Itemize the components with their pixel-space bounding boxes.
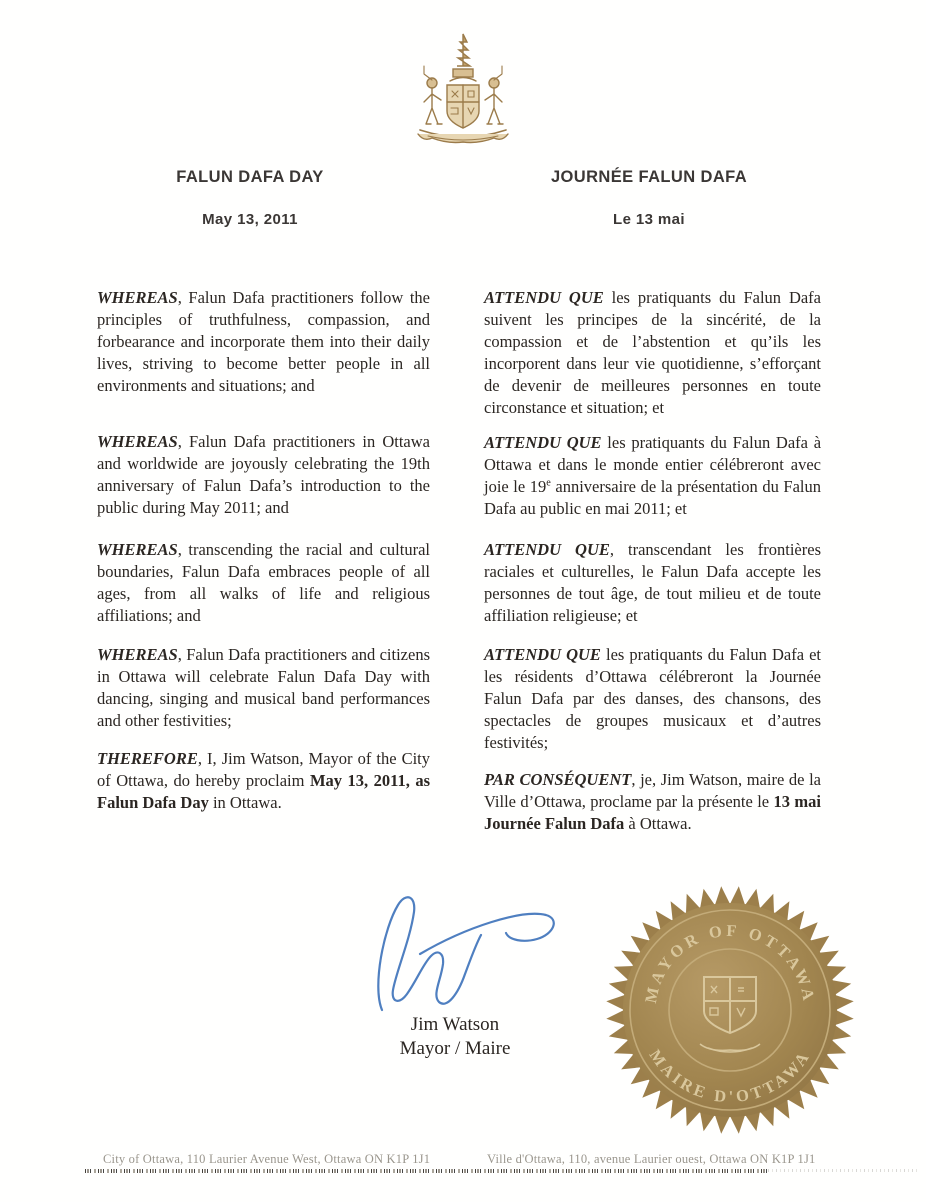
seal-top-text: MAYOR OF OTTAWA: [640, 920, 819, 1005]
seal-bottom-text: MAIRE D'OTTAWA: [645, 1045, 815, 1107]
paragraph: WHEREAS, transcending the racial and cultural boundaries, Falun Dafa embraces people of all ages, from all walks of life and religious affiliations; and: [97, 540, 430, 625]
mayor-of-ottawa-gold-seal: [604, 884, 856, 1136]
header-english: [90, 168, 410, 228]
footer-address-english: City of Ottawa, 110 Laurier Avenue West, Ottawa ON K1P 1J1: [103, 1152, 431, 1166]
mayor-signature-image: [368, 890, 563, 1018]
scan-artifact-line-faint: [768, 1169, 920, 1172]
date-english: May 13, 2011: [202, 211, 298, 228]
paragraph: THEREFORE, I, Jim Watson, Mayor of the City of Ottawa, do hereby proclaim May 13, 2011, as Falun Dafa Day in Ottawa.: [97, 749, 430, 812]
signatory-name: Jim Watson: [410, 1014, 500, 1035]
paragraph: ATTENDU QUE, transcendant les frontières raciales et culturelles, le Falun Dafa accepte les personnes de tout âge, de tout milieu et de toute affiliation religieuse; et: [484, 540, 821, 625]
paragraph: WHEREAS, Falun Dafa practitioners in Ottawa and worldwide are joyously celebrating the 19th anniversary of Falun Dafa’s introduction to the public during May 2011; and: [97, 432, 430, 517]
scan-artifact-line: [85, 1169, 768, 1173]
paragraph: ATTENDU QUE les pratiquants du Falun Dafa à Ottawa et dans le monde entier célébreront avec joie le 19e anniversaire de la présentation du Falun Dafa au public en mai 2011; et: [484, 433, 822, 518]
title-french: JOURNÉE FALUN DAFA: [550, 168, 748, 186]
title-english: FALUN DAFA DAY: [176, 168, 324, 186]
paragraph: ATTENDU QUE les pratiquants du Falun Dafa suivent les principes de la sincérité, de la compassion et de l’abstention et qu’ils les incorporent dans leur vie quotidienne, s’efforçant de devenir de meilleures personnes en toute circonstance et situation; et: [484, 288, 822, 417]
footer-address-french: Ville d'Ottawa, 110, avenue Laurier ouest, Ottawa ON K1P 1J1: [487, 1152, 816, 1166]
header-french: [484, 168, 814, 228]
paragraph: PAR CONSÉQUENT, je, Jim Watson, maire de la Ville d’Ottawa, proclame par la présente le 13 mai Journée Falun Dafa à Ottawa.: [484, 770, 822, 833]
body-column-english: [97, 287, 430, 814]
city-of-ottawa-coat-of-arms-icon: [404, 30, 522, 146]
paragraph: WHEREAS, Falun Dafa practitioners follow the principles of truthfulness, compassion, and forbearance and incorporate them into their daily lives, striving to become better people in all environments and situations; and: [97, 288, 430, 395]
date-french: Le 13 mai: [613, 211, 685, 228]
body-column-french: [484, 287, 821, 835]
paragraph: WHEREAS, Falun Dafa practitioners and citizens in Ottawa will celebrate Falun Dafa Day with dancing, singing and musical band performances and other festivities;: [97, 645, 430, 730]
paragraph: ATTENDU QUE les pratiquants du Falun Dafa et les résidents d’Ottawa célébreront la Journée Falun Dafa par des danses, des chansons, des spectacles de groupes musicaux et d’autres festivités;: [484, 645, 822, 752]
signatory-title: Mayor / Maire: [399, 1038, 511, 1059]
